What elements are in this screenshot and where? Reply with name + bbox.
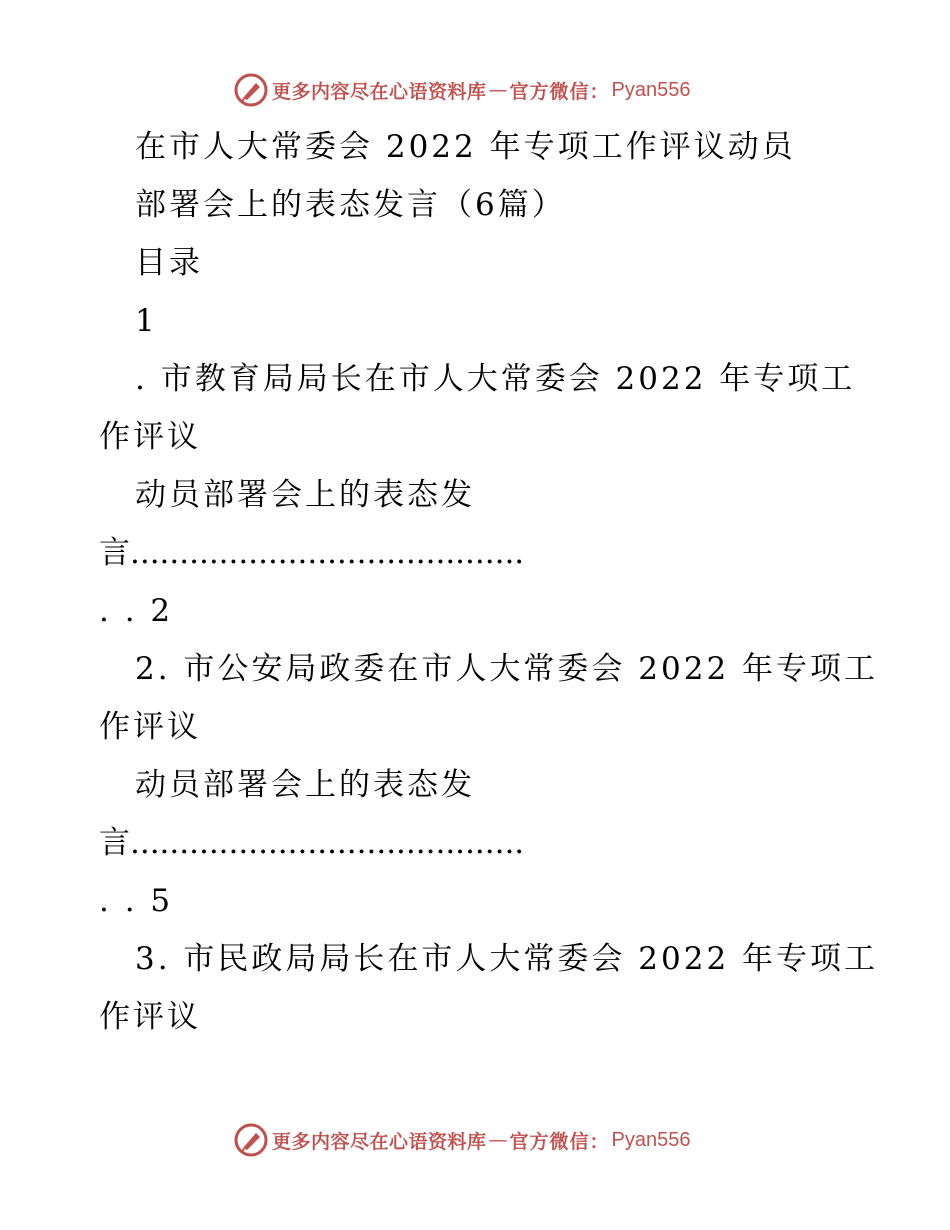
toc-entry-2-line-3: 动员部署会上的表态发: [135, 767, 475, 803]
toc-entry-2-page: . . 5: [99, 883, 174, 919]
toc-entry-2-line-2: 作评议: [99, 709, 201, 745]
watermark-wechat-label: 官方微信：: [509, 1130, 610, 1153]
footer-watermark: [234, 1123, 691, 1157]
watermark-wechat-id: Pyan556: [611, 78, 691, 101]
watermark-wechat-label: 官方微信：: [509, 80, 610, 103]
toc-entry-1-page: . . 2: [99, 593, 174, 629]
toc-entry-3-line-1: 3. 市民政局局长在市人大常委会 2022 年专项工: [135, 941, 879, 977]
watermark-text: 更多内容尽在心语资料库: [272, 80, 487, 103]
toc-entry-1-line-3: 动员部署会上的表态发: [135, 477, 475, 513]
doc-title-line-2: 部署会上的表态发言（6篇）: [135, 187, 566, 223]
toc-entry-3-line-2: 作评议: [99, 999, 201, 1035]
toc-entry-1-line-1: . 市教育局局长在市人大常委会 2022 年专项工: [135, 361, 856, 397]
pen-logo-icon: [234, 1123, 268, 1157]
watermark-separator: —: [488, 79, 508, 101]
toc-entry-2-line-1: 2. 市公安局政委在市人大常委会 2022 年专项工: [135, 651, 879, 687]
doc-title-line-1: 在市人大常委会 2022 年专项工作评议动员: [135, 129, 796, 165]
toc-entry-1-leader: 言........................................: [99, 535, 525, 571]
toc-entry-1-line-2: 作评议: [99, 419, 201, 455]
watermark-wechat-id: Pyan556: [611, 1128, 691, 1151]
toc-heading: 目录: [135, 245, 203, 281]
pen-logo-icon: [234, 73, 268, 107]
toc-entry-2-leader: 言........................................: [99, 825, 525, 861]
toc-number: 1: [135, 303, 158, 339]
watermark-text: 更多内容尽在心语资料库: [272, 1130, 487, 1153]
header-watermark: [234, 73, 691, 107]
watermark-separator: —: [488, 1129, 508, 1151]
